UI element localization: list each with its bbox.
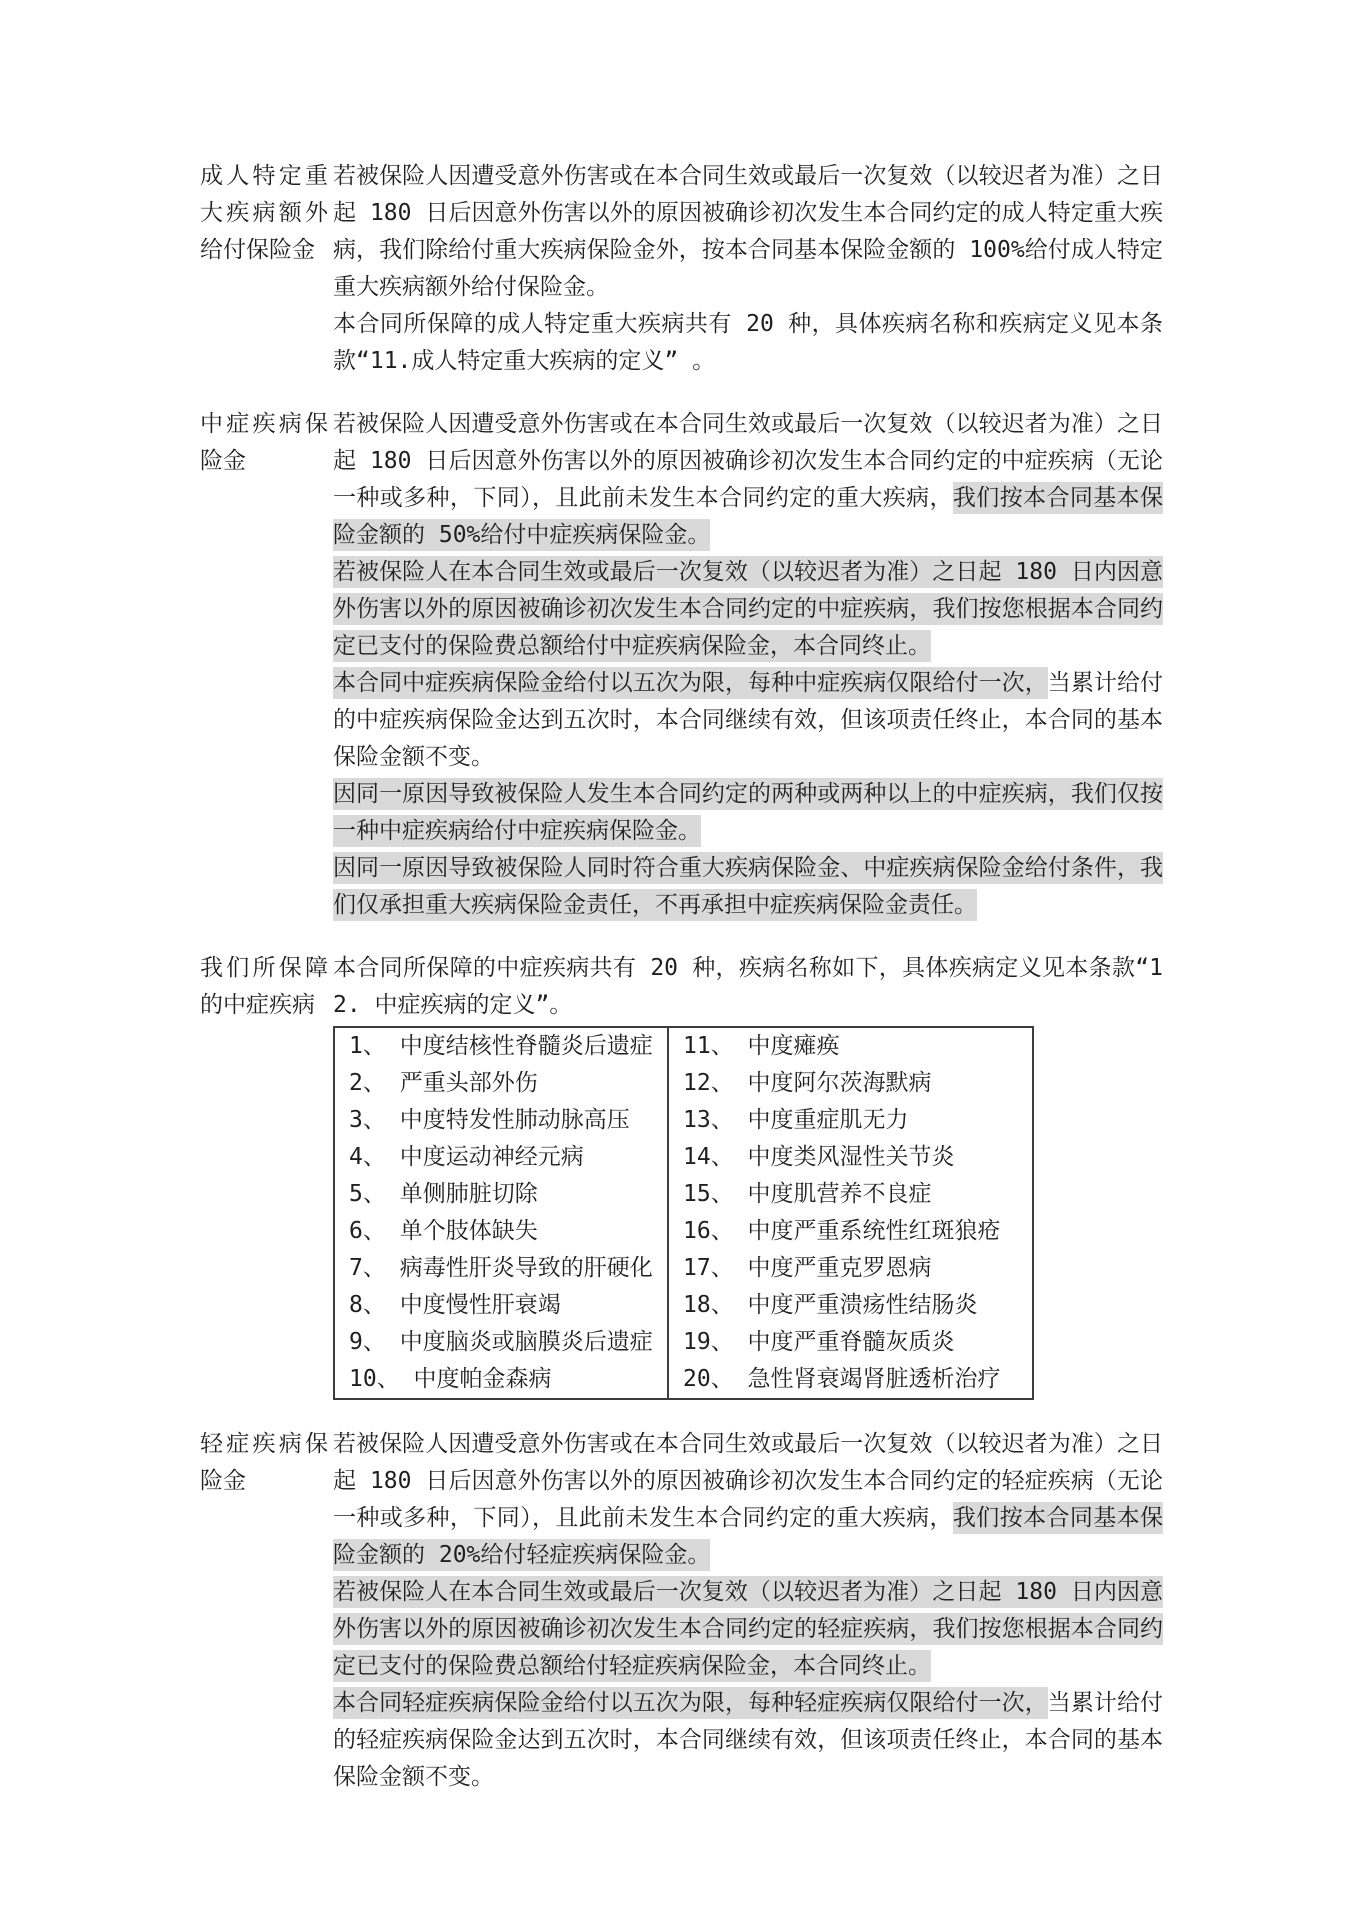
clause-paragraph xyxy=(333,665,1163,776)
disease-row xyxy=(334,1139,1033,1176)
text-run: 若被保险人因遭受意外伤害或在本合同生效或最后一次复效（以较迟者为准）之日起 180 日后因意外伤害以外的原因被确诊初次发生本合同约定的成人特定重大疾病，我们除给付重大疾病保险金外，按本合同基本保险金额的 100%给付成人特定重大疾病额外给付保险金。 xyxy=(333,163,1163,300)
disease-item: 5、 单侧肺脏切除 xyxy=(334,1176,668,1213)
text-run: 若被保险人因遭受意外伤害或在本合同生效或最后一次复效（以较迟者为准）之日起 180 日后因意外伤害以外的原因被确诊初次发生本合同约定的中症疾病（无论一种或多种，下同），且此前未发生本合同约定的重大疾病， xyxy=(333,411,1163,511)
disease-item: 2、 严重头部外伤 xyxy=(334,1065,668,1102)
disease-row xyxy=(334,1213,1033,1250)
clause-paragraph xyxy=(333,1574,1163,1685)
clause-body xyxy=(333,950,1163,1400)
clause-label: 成人特定重大疾病额外给付保险金 xyxy=(200,163,328,263)
text-run: 当累计给付的中症疾病保险金达到五次时，本合同继续有效，但该项责任终止，本合同的基本保险金额不变。 xyxy=(333,670,1164,770)
clause-paragraph xyxy=(333,850,1163,924)
disease-item: 16、 中度严重系统性红斑狼疮 xyxy=(668,1213,1033,1250)
disease-row xyxy=(334,1102,1033,1139)
disease-item: 9、 中度脑炎或脑膜炎后遗症 xyxy=(334,1324,668,1361)
disease-item: 19、 中度严重脊髓灰质炎 xyxy=(668,1324,1033,1361)
highlighted-text-run: 本合同轻症疾病保险金给付以五次为限，每种轻症疾病仅限给付一次， xyxy=(333,1687,1048,1719)
disease-row xyxy=(334,1250,1033,1287)
section-covered-moderate-diseases xyxy=(200,950,1366,1400)
clause-paragraph xyxy=(333,776,1163,850)
disease-item: 3、 中度特发性肺动脉高压 xyxy=(334,1102,668,1139)
text-run: 若被保险人因遭受意外伤害或在本合同生效或最后一次复效（以较迟者为准）之日起 180 日后因意外伤害以外的原因被确诊初次发生本合同约定的轻症疾病（无论一种或多种，下同），且此前未发生本合同约定的重大疾病， xyxy=(333,1431,1163,1531)
highlighted-text-run: 我们按本合同基本保险金额的 20%给付轻症疾病保险金。 xyxy=(333,1502,1163,1571)
disease-item: 10、 中度帕金森病 xyxy=(334,1361,668,1399)
clause-body xyxy=(333,406,1163,924)
clause-body xyxy=(333,1426,1163,1796)
clause-paragraph xyxy=(333,1685,1163,1796)
disease-item: 12、 中度阿尔茨海默病 xyxy=(668,1065,1033,1102)
highlighted-text-run: 若被保险人在本合同生效或最后一次复效（以较迟者为准）之日起 180 日内因意外伤害以外的原因被确诊初次发生本合同约定的中症疾病，我们按您根据本合同约定已支付的保险费总额给付中症疾病保险金，本合同终止。 xyxy=(333,556,1163,662)
disease-item: 17、 中度严重克罗恩病 xyxy=(668,1250,1033,1287)
clause-body xyxy=(333,158,1163,380)
disease-row xyxy=(334,1176,1033,1213)
disease-item: 11、 中度瘫痪 xyxy=(668,1027,1033,1065)
disease-row xyxy=(334,1324,1033,1361)
disease-row xyxy=(334,1361,1033,1399)
text-run: 本合同所保障的成人特定重大疾病共有 20 种，具体疾病名称和疾病定义见本条款“11.成人特定重大疾病的定义” 。 xyxy=(333,311,1163,374)
clause-paragraph xyxy=(333,306,1163,380)
clause-sections xyxy=(200,158,1366,1796)
disease-item: 4、 中度运动神经元病 xyxy=(334,1139,668,1176)
clause-label: 中症疾病保险金 xyxy=(200,411,328,474)
section-moderate-disease-benefit xyxy=(200,406,1366,924)
clause-paragraph xyxy=(333,158,1163,306)
disease-item: 18、 中度严重溃疡性结肠炎 xyxy=(668,1287,1033,1324)
disease-item: 7、 病毒性肝炎导致的肝硬化 xyxy=(334,1250,668,1287)
clause-paragraph xyxy=(333,406,1163,554)
highlighted-text-run: 本合同中症疾病保险金给付以五次为限，每种中症疾病仅限给付一次， xyxy=(333,667,1048,699)
text-run: 当累计给付的轻症疾病保险金达到五次时，本合同继续有效，但该项责任终止，本合同的基本保险金额不变。 xyxy=(333,1690,1164,1790)
section-adult-specific-major-disease-benefit xyxy=(200,158,1366,380)
section-mild-disease-benefit xyxy=(200,1426,1366,1796)
disease-row xyxy=(334,1287,1033,1324)
clause-paragraph xyxy=(333,1426,1163,1574)
disease-item: 14、 中度类风湿性关节炎 xyxy=(668,1139,1033,1176)
clause-label: 轻症疾病保险金 xyxy=(200,1431,328,1494)
clause-paragraph xyxy=(333,950,1163,1024)
highlighted-text-run: 因同一原因导致被保险人同时符合重大疾病保险金、中症疾病保险金给付条件，我们仅承担重大疾病保险金责任，不再承担中症疾病保险金责任。 xyxy=(333,852,1163,921)
disease-item: 13、 中度重症肌无力 xyxy=(668,1102,1033,1139)
disease-item: 1、 中度结核性脊髓炎后遗症 xyxy=(334,1027,668,1065)
disease-row xyxy=(334,1027,1033,1065)
highlighted-text-run: 我们按本合同基本保险金额的 50%给付中症疾病保险金。 xyxy=(333,482,1163,551)
highlighted-text-run: 因同一原因导致被保险人发生本合同约定的两种或两种以上的中症疾病，我们仅按一种中症疾病给付中症疾病保险金。 xyxy=(333,778,1163,847)
disease-item: 15、 中度肌营养不良症 xyxy=(668,1176,1033,1213)
disease-item: 6、 单个肢体缺失 xyxy=(334,1213,668,1250)
clause-paragraph xyxy=(333,554,1163,665)
disease-row xyxy=(334,1065,1033,1102)
covered-diseases-table xyxy=(333,1026,1034,1400)
highlighted-text-run: 若被保险人在本合同生效或最后一次复效（以较迟者为准）之日起 180 日内因意外伤害以外的原因被确诊初次发生本合同约定的轻症疾病，我们按您根据本合同约定已支付的保险费总额给付轻症疾病保险金，本合同终止。 xyxy=(333,1576,1163,1682)
disease-item: 8、 中度慢性肝衰竭 xyxy=(334,1287,668,1324)
clause-label: 我们所保障的中症疾病 xyxy=(200,955,328,1018)
disease-item: 20、 急性肾衰竭肾脏透析治疗 xyxy=(668,1361,1033,1399)
text-run: 本合同所保障的中症疾病共有 20 种，疾病名称如下，具体疾病定义见本条款“12. 中症疾病的定义”。 xyxy=(333,955,1163,1018)
